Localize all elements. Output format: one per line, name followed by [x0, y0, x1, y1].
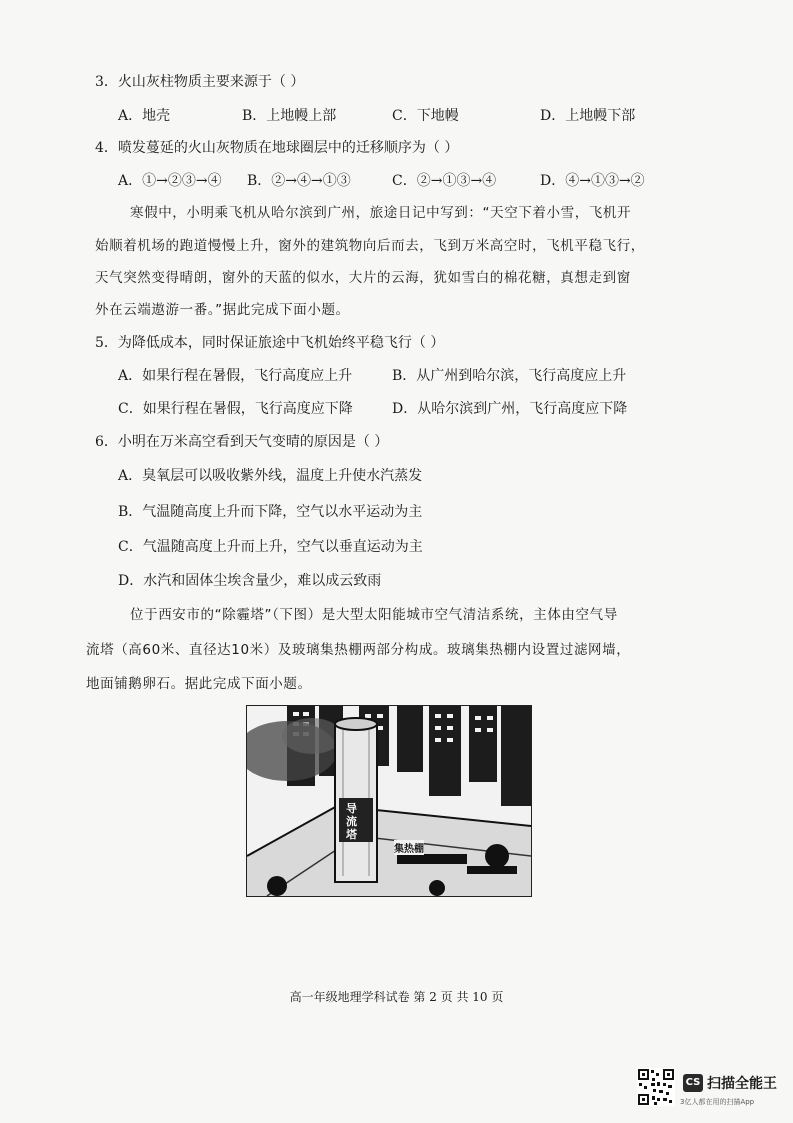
q5-option-a: A．如果行程在暑假，飞行高度应上升	[118, 368, 353, 384]
q3-option-a: A．地壳	[118, 108, 171, 124]
qr-code-icon	[637, 1068, 675, 1106]
passage-1-line-1: 寒假中，小明乘飞机从哈尔滨到广州，旅途日记中写到：“天空下着小雪，飞机开	[130, 205, 632, 221]
q4-option-a: A．①→②③→④	[118, 173, 222, 189]
q3-option-d: D．上地幔下部	[540, 108, 636, 124]
shed-label: 集热棚	[394, 840, 424, 855]
camscanner-tagline: 3亿人都在用的扫描App	[680, 1098, 755, 1106]
smog-tower-illustration	[247, 706, 531, 896]
passage-2-line-3: 地面铺鹅卵石。据此完成下面小题。	[86, 676, 312, 692]
passage-1-line-3: 天气突然变得晴朗，窗外的天蓝的似水，大片的云海，犹如雪白的棉花糖，真想走到窗	[95, 270, 631, 286]
question-6-stem: 6．小明在万米高空看到天气变晴的原因是（ ）	[95, 434, 389, 450]
question-5-stem: 5．为降低成本，同时保证旅途中飞机始终平稳飞行（ ）	[95, 335, 445, 351]
q3-option-b: B．上地幔上部	[242, 108, 337, 124]
page-footer: 高一年级地理学科试卷 第 2 页 共 10 页	[289, 990, 504, 1004]
q4-option-c: C．②→①③→④	[392, 173, 497, 189]
q4-option-d: D．④→①③→②	[540, 173, 645, 189]
smog-tower-photo	[246, 705, 532, 897]
q5-option-c: C．如果行程在暑假，飞行高度应下降	[118, 401, 353, 417]
camscanner-name: 扫描全能王	[707, 1076, 777, 1092]
q5-option-d: D．从哈尔滨到广州，飞行高度应下降	[392, 401, 628, 417]
passage-1-line-2: 始顺着机场的跑道慢慢上升，窗外的建筑物向后而去，飞到万米高空时，飞机平稳飞行，	[95, 238, 645, 254]
q3-option-c: C．下地幔	[392, 108, 459, 124]
camscanner-logo-icon: CS	[683, 1074, 703, 1092]
passage-2-line-1: 位于西安市的“除霾塔”（下图）是大型太阳能城市空气清洁系统，主体由空气导	[130, 607, 618, 623]
passage-2-line-2: 流塔（高60米、直径达10米）及玻璃集热棚两部分构成。玻璃集热棚内设置过滤网墙，	[86, 642, 631, 658]
question-3-stem: 3．火山灰柱物质主要来源于（ ）	[95, 74, 305, 90]
passage-1-line-4: 外在云端遨游一番。”据此完成下面小题。	[95, 302, 350, 318]
q6-option-b: B．气温随高度上升而下降，空气以水平运动为主	[118, 504, 423, 520]
q6-option-a: A．臭氧层可以吸收紫外线，温度上升使水汽蒸发	[118, 468, 423, 484]
tower-label: 导流塔	[346, 802, 357, 841]
q6-option-d: D．水汽和固体尘埃含量少，难以成云致雨	[118, 573, 382, 589]
q6-option-c: C．气温随高度上升而上升，空气以垂直运动为主	[118, 539, 423, 555]
question-4-stem: 4．喷发蔓延的火山灰物质在地球圈层中的迁移顺序为（ ）	[95, 140, 459, 156]
q5-option-b: B．从广州到哈尔滨，飞行高度应上升	[392, 368, 627, 384]
q4-option-b: B．②→④→①③	[247, 173, 351, 189]
